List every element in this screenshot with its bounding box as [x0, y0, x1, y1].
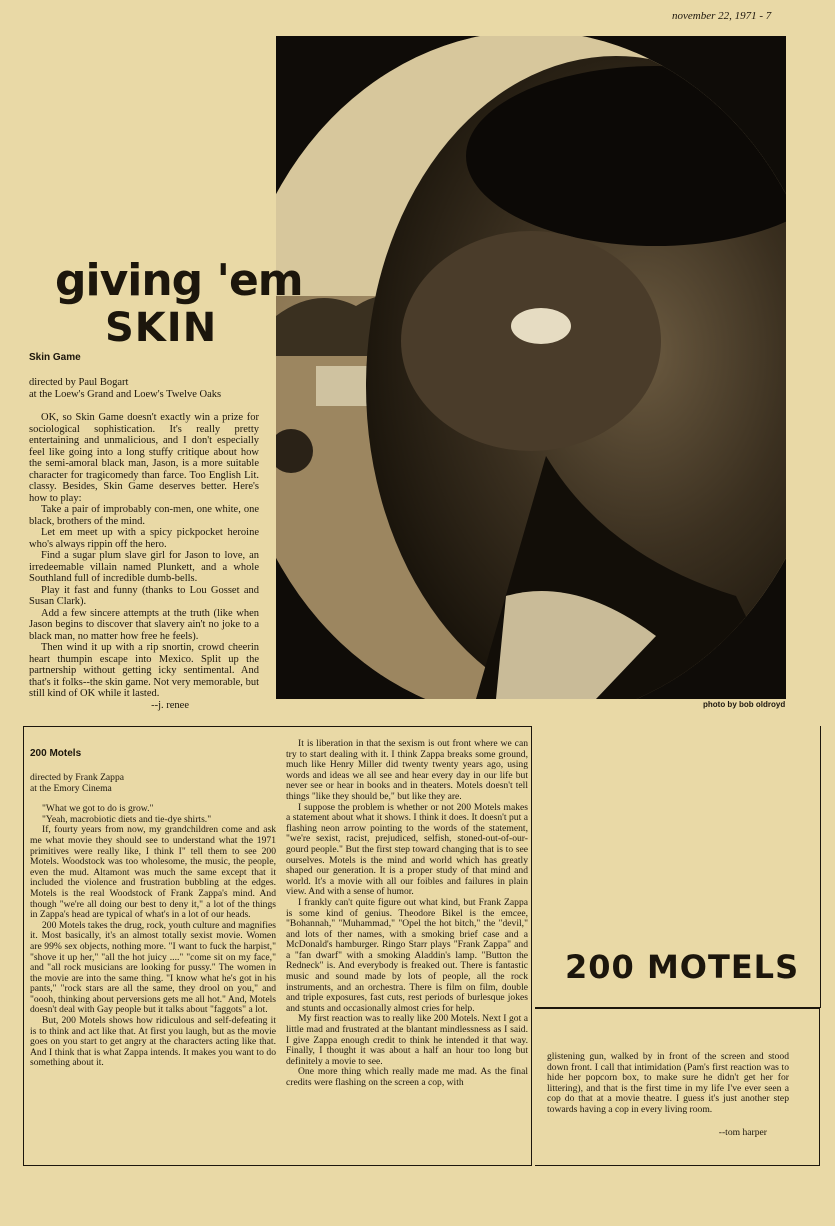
motels-column-2	[286, 739, 528, 1089]
review-paragraph: I frankly can't quite figure out what kind, but Frank Zappa is some kind of genius. Theodore Bikel is the emcee, "Bohannah," "Muhammad," "Opel the hot bitch," the "devil," and lots of ther names, with a smoking brief case and a McDonald's hamburger. Ringo Starr plays "Frank Zappa" and a "fan dwarf" with a smoking Aladdin's lamp. "Button the Redneck" is. And everybody is freaked out. There is fantastic music and sound made by lots of people, all the rock instruments, and an orchestra. There is film on film, double and triple exposures, fast cuts, rest periods of burlesque jokes and stunts and occasionally almost cries for help.	[286, 896, 528, 1014]
review-paragraph: glistening gun, walked by in front of the screen and stood down front. I call that intimidation (Pam's first reaction was to hide her popcorn box, to make sure he didn't get her for littering), and that is the first time in my life I've ever seen a cop do that at a movie theatre. I guess it's just another step towards having a cop in every living room.	[547, 1051, 789, 1115]
review-signature: --j. renee	[151, 699, 189, 711]
review-paragraph: "What we got to do is grow."	[42, 803, 154, 815]
review-paragraph: OK, so Skin Game doesn't exactly win a prize for sociological sophistication. It's really pretty entertaining and unmalicious, and I don't especially feel like going into a long stuffy critique about how the semi-amoral black man, Jason, is a more suitable character for tragicomedy than farce. Too English Lit. classy. Besides, Skin Game deserves better. Here's how to play:	[29, 412, 259, 504]
review-paragraph: 200 Motels takes the drug, rock, youth culture and magnifies it. Most basically, it's an almost totally sexist movie. Women are 99% sex objects, nothing more. "I want to fuck the harpist," "shove it up her," "all the hot juicy ...." "come sit on my face," and "all rock musicians are looking for pussy." The women in the movie are into the same thing. "I know what he's got in his pants," "rock stars are all the same, they drool on you," and "oooh, thinking about perversions gets me all hot." And, Motels doesn't deal with Gay people but it talks about "faggots" a lot.	[30, 919, 276, 1016]
venue-line: at the Emory Cinema	[30, 782, 112, 794]
review-paragraph: Let em meet up with a spicy pickpocket heroine who's always rippin off the hero.	[29, 527, 259, 550]
director-line: directed by Frank Zappa	[30, 772, 125, 783]
review-paragraph: It is liberation in that the sexism is out front where we can try to start dealing with it. I think Zappa breaks some ground, much like Henry Miller did twenty twenty years ago, using words and ideas we all see and hear every day in our life but never see or hear in books and in theaters. Motels doesn't tell things "like they should be," but like they are.	[286, 738, 528, 802]
film-title-200-motels: 200 Motels	[30, 748, 82, 759]
venue-line: at the Loew's Grand and Loew's Twelve Oaks	[29, 388, 222, 400]
headline-skin: SKIN	[105, 305, 218, 351]
review-paragraph: My first reaction was to really like 200 Motels. Next I got a little mad and frustrated at the blantant mindlessness as I said. I give Zappa enough credit to think he intended it that way. Finally, I thought it was about a half an hour too long but definitely a movie to see.	[286, 1013, 528, 1067]
motels-column-1	[30, 773, 276, 1069]
review-paragraph: I suppose the problem is whether or not 200 Motels makes a statement about what it shows. I think it does. It doesn't put a flashing neon arrow pointing to the words of the statement, "we're sexist, racist, prejudiced, selfish, stoned-out-of-our-gourd people." But the first step toward changing that is to see ourselves. Motels is the mind and world which has greatly shaped our generation. It is a proper study of that mind and world. It's a movie with all our foibles and failures in plain view. And with a sense of humor.	[286, 801, 528, 898]
page-dateline: november 22, 1971 - 7	[672, 10, 772, 22]
review-paragraph: If, fourty years from now, my grandchildren come and ask me what movie they should see to understand what the 1971 primitives were really like, I think I" tell them to see 200 Motels. Woodstock was too wholesome, the music, the people, even the mud. Altamont was much the same except that it included the violence and frustration bubbling at the edges. Motels is the real Woodstock of Frank Zappa's mind. And though "we're all doing our best to deny it," a lot of the things in Zappa's head are typical of what's in a lot of our heads.	[30, 824, 276, 921]
review-paragraph: One more thing which really made me mad. As the final credits were flashing on the screen a cop, with	[286, 1066, 528, 1088]
skin-game-review	[29, 377, 259, 711]
review-paragraph: Add a few sincere attempts at the truth (like when Jason begins to discover that slavery ain't no joke to a black man, no matter how free he feels).	[29, 607, 259, 642]
review-paragraph: Then wind it up with a rip snortin, crowd cheerin heart thumpin escape into Mexico. Split up the partnership without getting icky sentimental. And that's it folks--the skin game. Not very memorable, but still kind of OK while it lasted.	[29, 642, 259, 699]
motels-column-3	[547, 1052, 789, 1138]
photo-credit: photo by bob oldroyd	[703, 700, 786, 709]
review-paragraph: Take a pair of improbably con-men, one white, one black, brothers of the mind.	[29, 504, 259, 527]
review-paragraph: "Yeah, macrobiotic diets and tie-dye shirts."	[42, 813, 212, 825]
review-signature: --tom harper	[718, 1126, 767, 1138]
headline-200-motels: 200 MOTELS	[565, 948, 800, 986]
review-paragraph: Play it fast and funny (thanks to Lou Gosset and Susan Clark).	[29, 584, 259, 607]
director-line: directed by Paul Bogart	[29, 377, 129, 388]
film-title-skin-game: Skin Game	[29, 352, 81, 363]
fisheye-photo	[276, 36, 786, 699]
review-paragraph: But, 200 Motels shows how ridiculous and self-defeating it is to think and act like that. At first you laugh, but as the movie goes on you start to get angry at the characters acting like that. And I think that is what Zappa intends. It makes you want to do something about it.	[30, 1015, 276, 1069]
review-paragraph: Find a sugar plum slave girl for Jason to love, an irredeemable villain named Plunkett, and a whole Southland full of incredible dumb-bells.	[29, 550, 259, 584]
headline-giving-em: giving 'em	[55, 255, 303, 306]
